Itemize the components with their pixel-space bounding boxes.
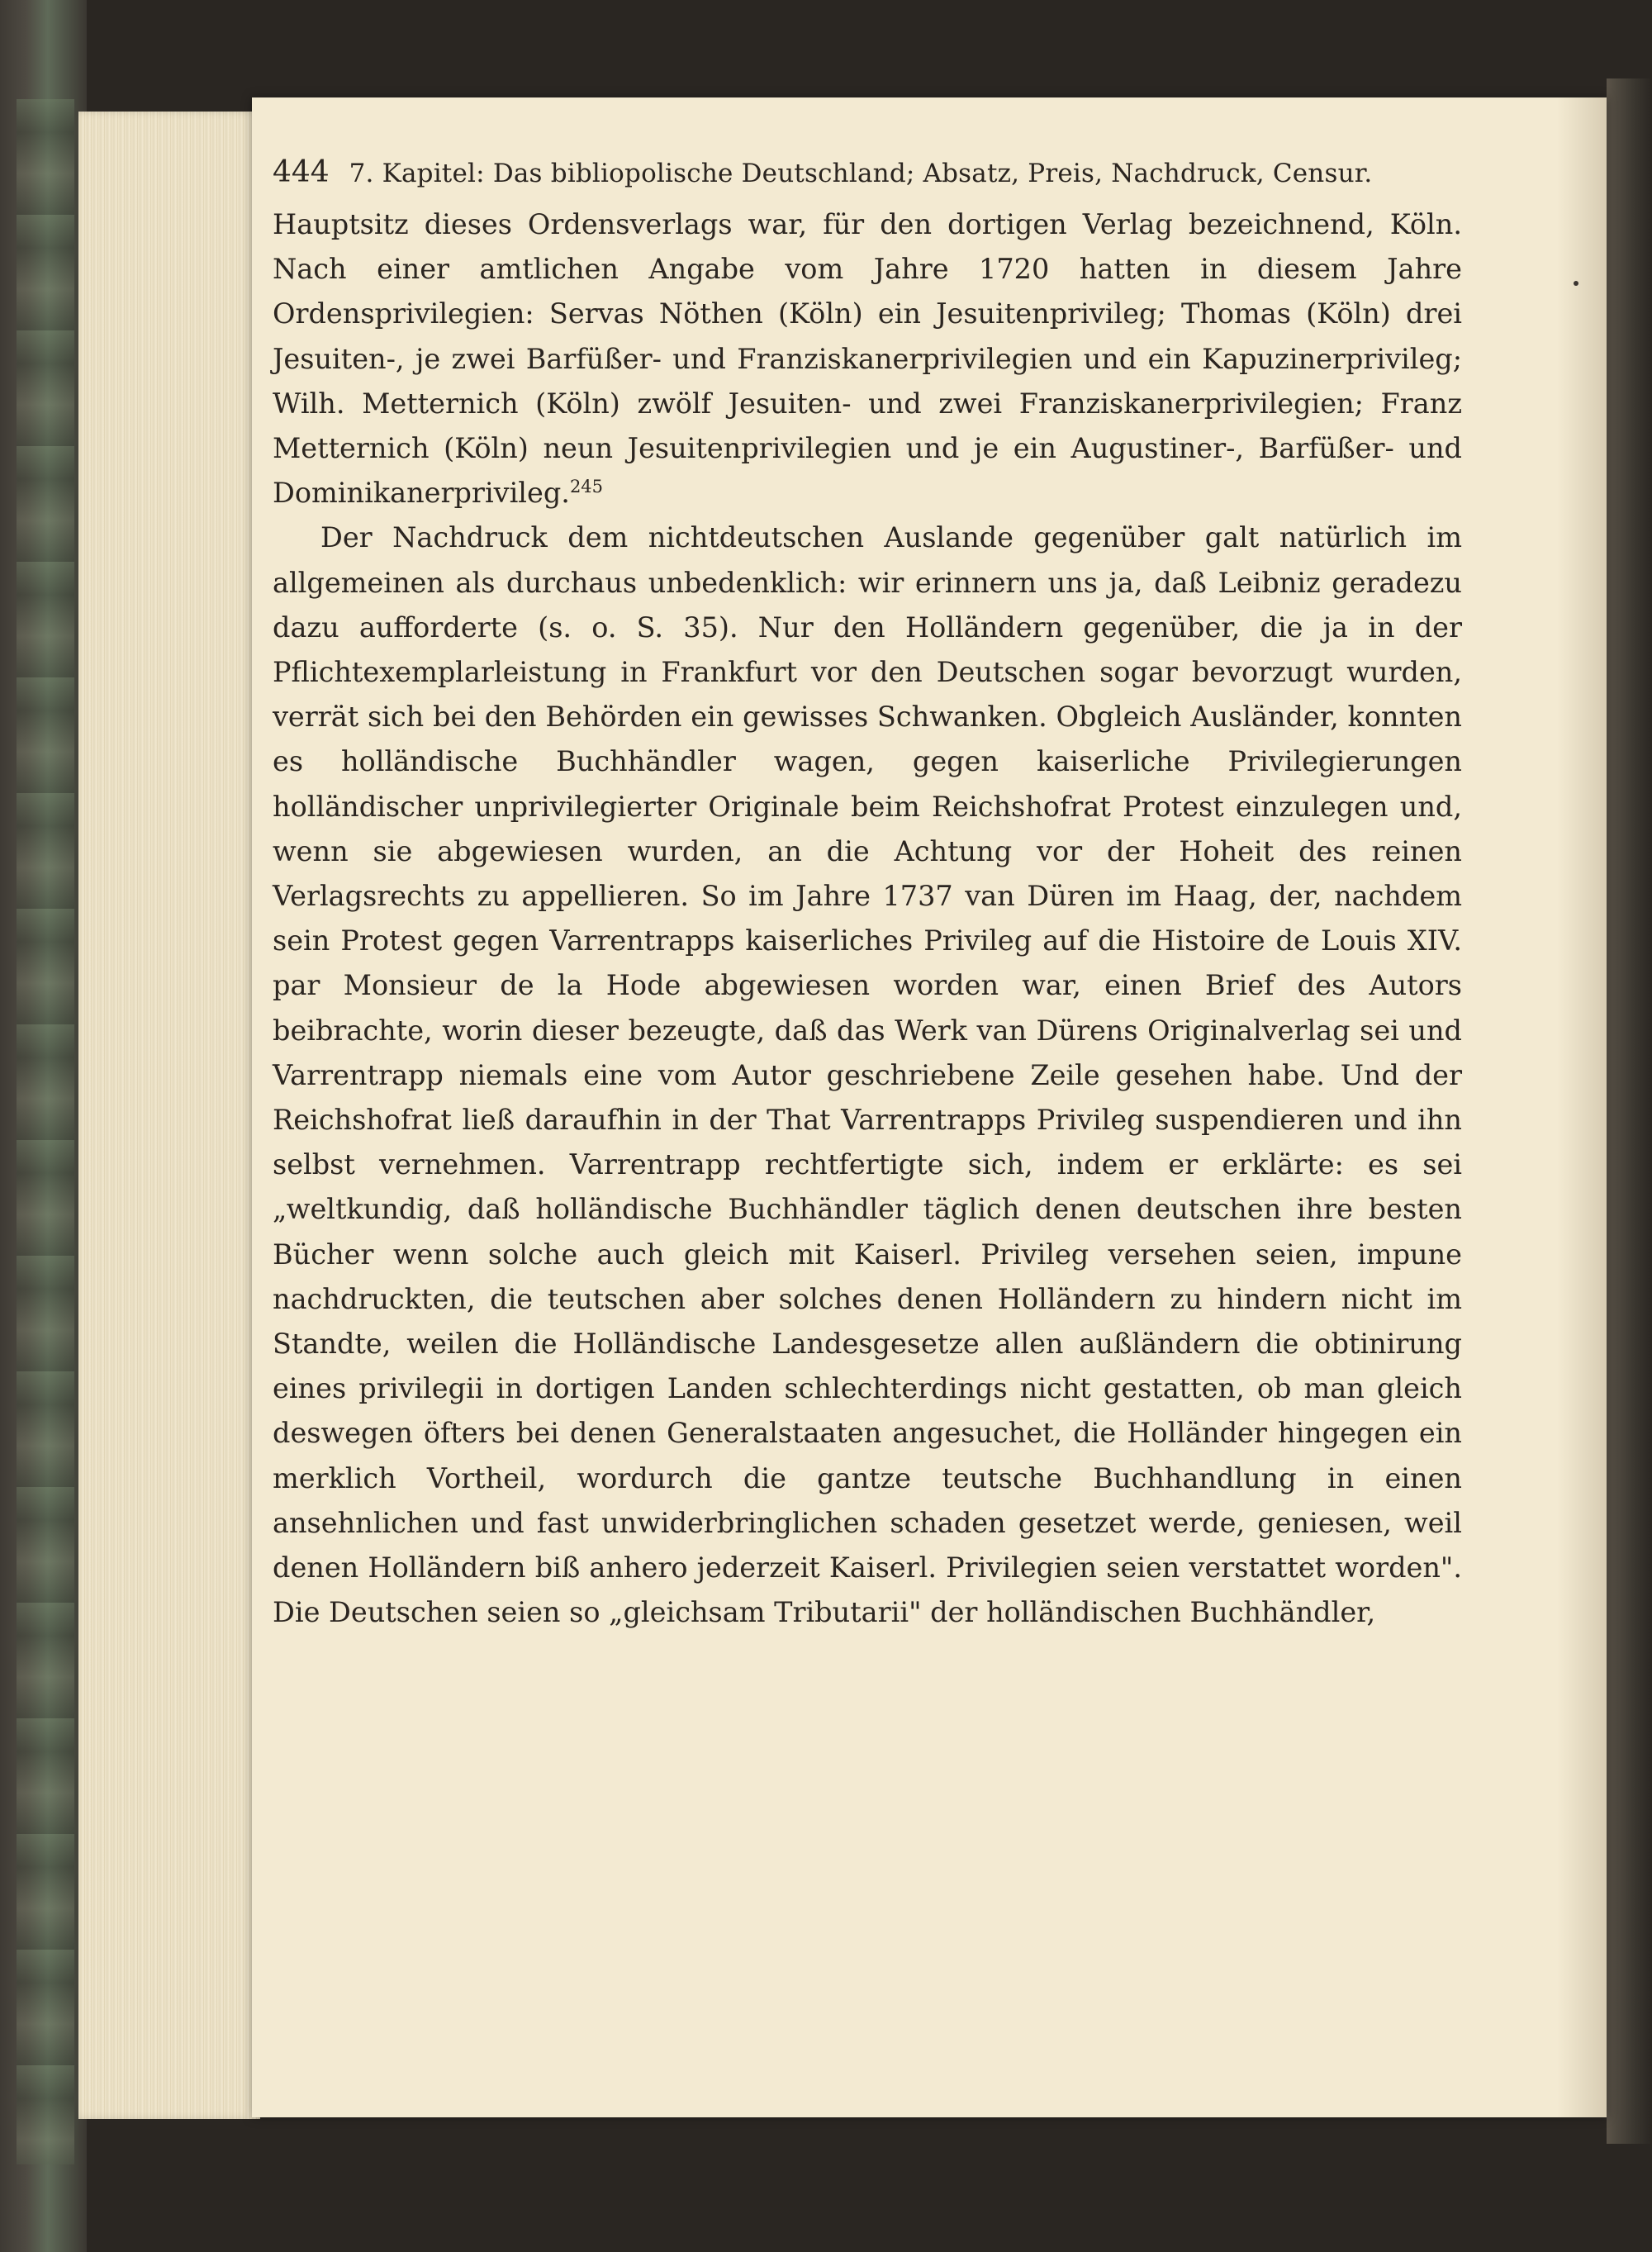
ink-speck [1574, 281, 1578, 286]
page-stack-edges [78, 112, 260, 2119]
book-cover-edge [0, 0, 87, 2252]
paragraph-2 [273, 515, 1462, 1635]
running-header [273, 155, 1454, 189]
paragraph-1 [273, 202, 1462, 515]
footnote-marker[interactable]: 245 [569, 477, 604, 497]
facing-page-edge [1607, 78, 1652, 2144]
paragraph-1-text: Hauptsitz dieses Ordensverlags war, für den dortigen Verlag bezeichnend, Köln. Nach einer amtlichen Angabe vom Jahre 1720 hatten in diesem Jahre Ordensprivilegien: Servas Nöthen (Köln) ein Jesuitenprivileg; Thomas (Köln) drei Jesuiten-, je zwei Barfüßer- und Franziskanerprivilegien und ein Kapuzinerprivileg; Wilh. Metternich (Köln) zwölf Jesuiten- und zwei Franziskanerprivilegien; Franz Metternich (Köln) neun Jesuitenprivilegien und je ein Augustiner-, Barfüßer- und Dominikanerprivileg. [273, 208, 1462, 510]
running-title: 7. Kapitel: Das bibliopolische Deutschland; Absatz, Preis, Nachdruck, Censur. [349, 159, 1373, 188]
page-body [273, 202, 1462, 1636]
paragraph-2-text: Der Nachdruck dem nichtdeutschen Auslande gegenüber galt natürlich im allgemeinen als durchaus unbedenklich: wir erinnern uns ja, daß Leibniz geradezu dazu aufforderte (s. o. S. 35). Nur den Holländern gegenüber, die ja in der Pflichtexemplarleistung in Frankfurt vor den Deutschen sogar bevorzugt wurden, verrät sich bei den Behörden ein gewisses Schwanken. Obgleich Ausländer, konnten es holländische Buchhändler wagen, gegen kaiserliche Privilegierungen holländischer unprivilegierter Originale beim Reichshofrat Protest einzulegen und, wenn sie abgewiesen wurden, an die Achtung vor der Hoheit des reinen Verlagsrechts zu appellieren. So im Jahre 1737 van Düren im Haag, der, nachdem sein Protest gegen Varrentrapps kaiserliches Privileg auf die Histoire de Louis XIV. par Monsieur de la Hode abgewiesen worden war, einen Brief des Autors beibrachte, worin dieser bezeugte, daß das Werk van Dürens Originalverlag sei und Varrentrapp niemals eine vom Autor geschriebene Zeile gesehen habe. Und der Reichshofrat ließ daraufhin in der That Varrentrapps Privileg suspendieren und ihn selbst vernehmen. Varrentrapp rechtfertigte sich, indem er erklärte: es sei „weltkundig, daß holländische Buchhändler täglich denen deutschen ihre besten Bücher wenn solche auch gleich mit Kaiserl. Privileg versehen seien, impune nachdruckten, die teutschen aber solches denen Holländern zu hindern nicht im Standte, weilen die Holländische Landesgesetze allen außländern die obtinirung eines privilegii in dortigen Landen schlechterdings nicht gestatten, ob man gleich deswegen öfters bei denen Generalstaaten angesuchet, die Holländer hingegen ein merklich Vortheil, wordurch die gantze teutsche Buchhandlung in einen ansehnlichen und fast unwiderbringlichen schaden gesetzet werde, geniesen, weil denen Holländern biß anhero jederzeit Kaiserl. Privilegien seien verstattet worden". Die Deutschen seien so „gleichsam Tributarii" der holländischen Buchhändler, [273, 521, 1462, 1629]
marbled-cover-pattern [17, 99, 74, 2164]
page-number: 444 [273, 155, 330, 189]
